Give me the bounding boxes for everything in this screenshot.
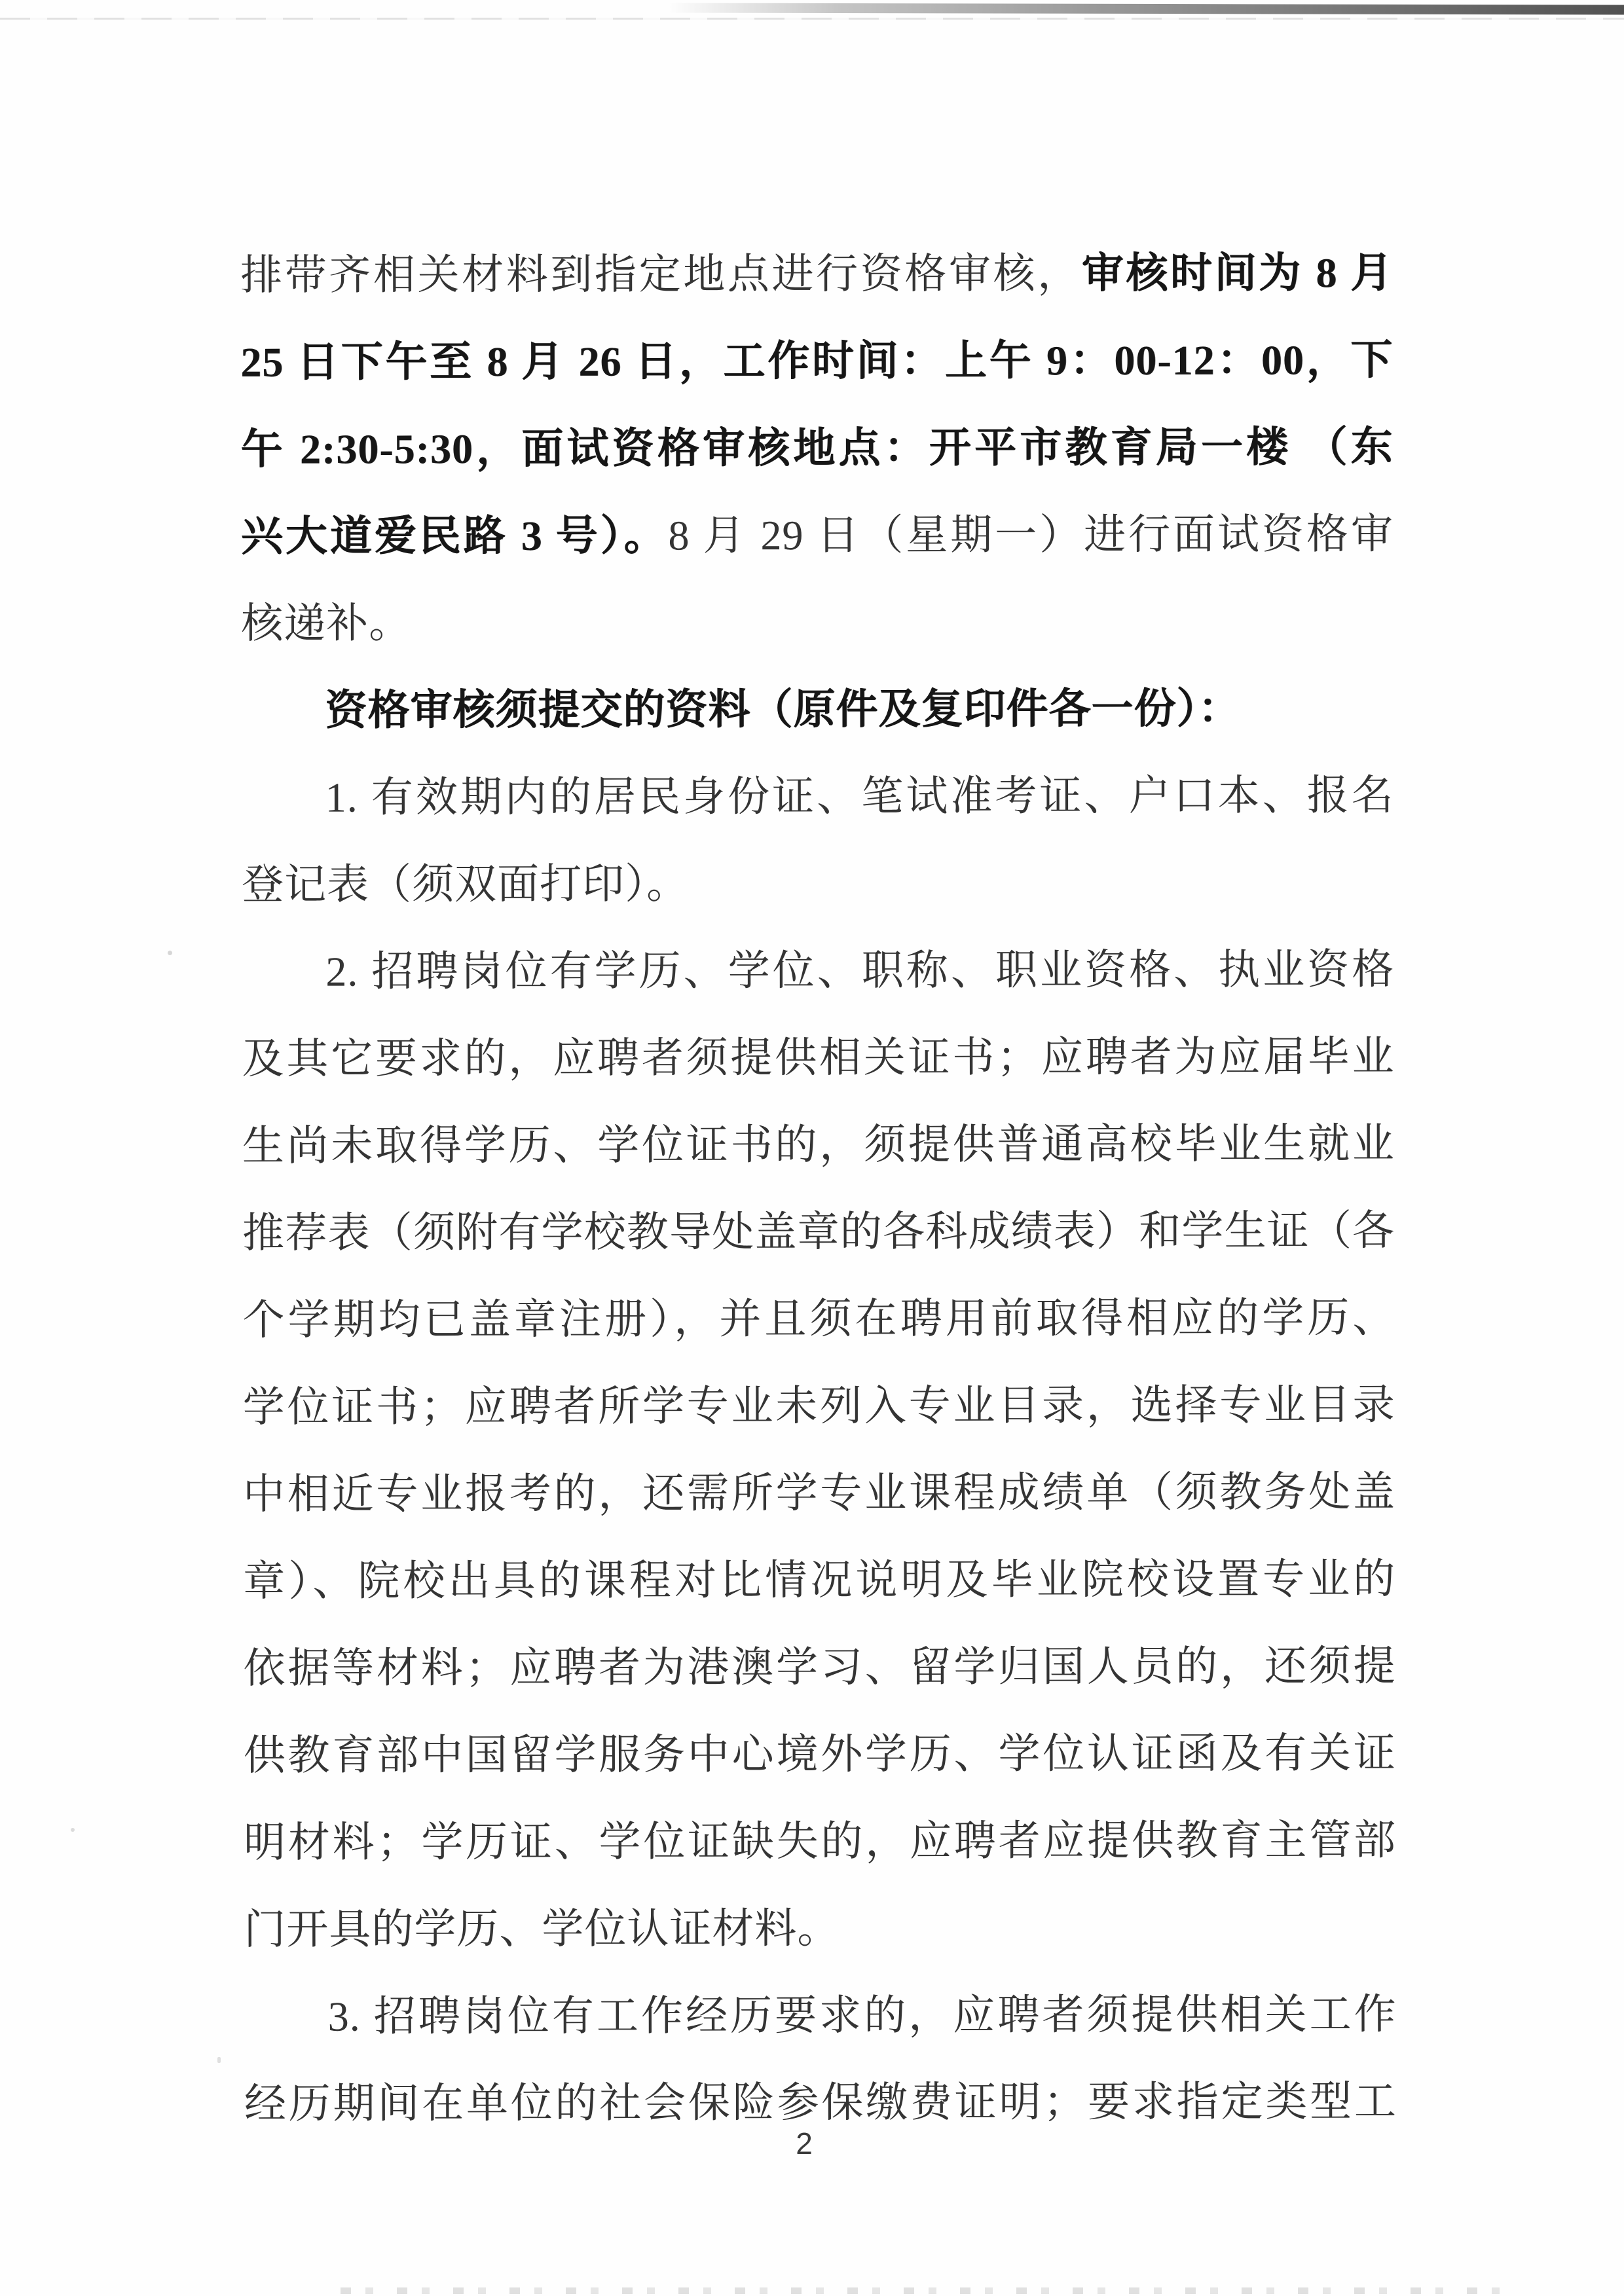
text-line-9 — [242, 926, 1394, 1015]
text-line-4 — [241, 490, 1393, 580]
scanner-streak-artifact — [668, 3, 1624, 14]
text-line-18 — [244, 1709, 1396, 1799]
page-number: 2 — [796, 2126, 813, 2160]
text-segment: 中相近专业报考的，还需所学专业课程成绩单（须教务处盖 — [242, 1468, 1396, 1518]
text-line-15 — [243, 1448, 1395, 1538]
cutoff-next-line-artifact — [341, 2287, 1519, 2294]
body-text-block — [240, 229, 1397, 2147]
text-segment: 生尚未取得学历、学位证书的，须提供普通高校毕业生就业 — [242, 1120, 1395, 1169]
text-line-20 — [244, 1884, 1396, 1973]
scan-speck — [168, 951, 172, 955]
text-segment: 依据等材料；应聘者为港澳学习、留学归国人员的，还须提 — [243, 1643, 1396, 1692]
text-line-12 — [242, 1187, 1395, 1277]
text-line-8 — [242, 839, 1394, 928]
text-segment: 经历期间在单位的社会保险参保缴费证明；要求指定类型工 — [244, 2078, 1397, 2127]
text-segment: 个学期均已盖章注册），并且须在聘用前取得相应的学历、 — [242, 1294, 1395, 1343]
text-segment: 3. 招聘岗位有工作经历要求的，应聘者须提供相关工作 — [327, 1991, 1397, 2040]
scan-hairline-artifact — [0, 18, 1624, 20]
bold-text-segment: 兴大道爱民路 3 号）。 — [240, 512, 669, 560]
text-line-19 — [244, 1796, 1396, 1886]
scan-speck — [217, 2057, 221, 2063]
text-segment: 排带齐相关材料到指定地点进行资格审核， — [240, 250, 1082, 299]
text-segment: 1. 有效期内的居民身份证、笔试准考证、户口本、报名 — [325, 772, 1394, 821]
text-line-16 — [243, 1535, 1395, 1625]
text-segment: 2. 招聘岗位有学历、学位、职称、职业资格、执业资格 — [325, 946, 1395, 995]
text-line-3 — [240, 403, 1393, 493]
text-line-1 — [240, 229, 1393, 319]
bold-text-segment: 资格审核须提交的资料（原件及复印件各一份）： — [325, 685, 1241, 734]
text-segment: 章）、院校出具的课程对比情况说明及毕业院校设置专业的 — [243, 1556, 1396, 1605]
text-line-5 — [241, 577, 1393, 667]
text-line-17 — [243, 1622, 1395, 1712]
text-line-2 — [240, 316, 1393, 406]
text-segment: 推荐表（须附有学校教导处盖章的各科成绩表）和学生证（各 — [242, 1207, 1395, 1256]
text-segment: 门开具的学历、学位认证材料。 — [244, 1904, 840, 1953]
text-line-11 — [242, 1100, 1395, 1190]
text-segment: 登记表（须双面打印）。 — [241, 860, 690, 908]
text-line-7 — [242, 752, 1394, 841]
text-segment: 供教育部中国留学服务中心境外学历、学位认证函及有关证 — [243, 1730, 1396, 1779]
text-line-21 — [244, 1971, 1397, 2060]
text-line-10 — [242, 1013, 1394, 1102]
text-line-13 — [242, 1274, 1395, 1364]
text-segment: 核递补。 — [241, 600, 412, 647]
text-segment: 8 月 29 日（星期一）进行面试资格审 — [668, 511, 1393, 559]
scan-speck — [71, 1828, 75, 1832]
bold-text-segment: 25 日下午至 8 月 26 日，工作时间：上午 9：00-12：00，下 — [240, 337, 1393, 386]
text-line-14 — [243, 1361, 1395, 1451]
text-segment: 及其它要求的，应聘者须提供相关证书；应聘者为应届毕业 — [242, 1033, 1395, 1082]
bold-text-segment: 午 2:30-5:30，面试资格审核地点：开平市教育局一楼 （东 — [240, 424, 1393, 473]
text-segment: 明材料；学历证、学位证缺失的，应聘者应提供教育主管部 — [244, 1817, 1397, 1866]
text-segment: 学位证书；应聘者所学专业未列入专业目录，选择专业目录 — [242, 1381, 1395, 1430]
bold-text-segment: 审核时间为 8 月 — [1081, 249, 1393, 297]
text-line-6 — [241, 665, 1393, 754]
